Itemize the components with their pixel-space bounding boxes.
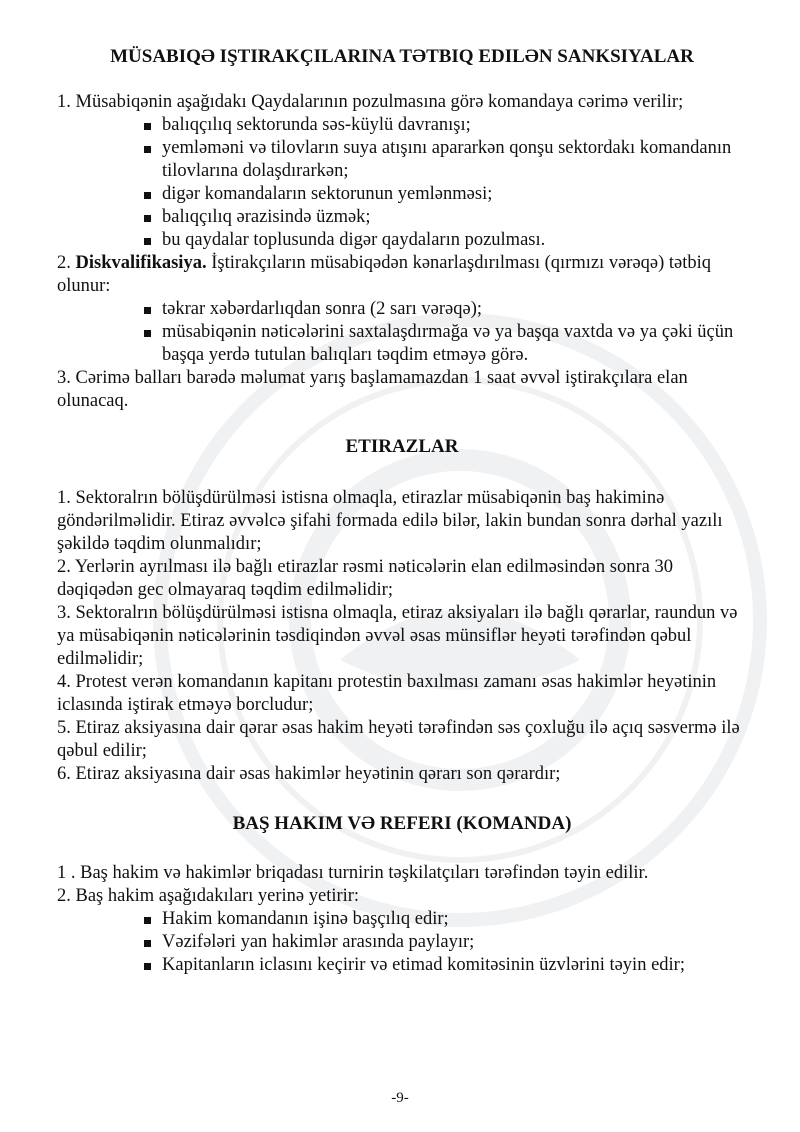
paragraph-judge-2: 2. Baş hakim aşağıdakıları yerinə yetirir: [57,886,360,906]
list-item: yemləməni və tilovların suya atışını apararkən qonşu sektordakı komandanın tilovlarına dolaşdırarkən; [142,137,752,183]
list-item: digər komandaların sektorunun yemlənməsi; [142,183,752,206]
protests-paragraphs [52,487,752,786]
list-item: təkrar xəbərdarlıqdan sonra (2 sarı vərəqə); [142,298,752,321]
page-number: -9- [391,1090,409,1106]
list-item: balıqçılıq ərazisində üzmək; [142,206,752,229]
chief-judge-duties-list [52,908,752,977]
protest-paragraph: 5. Etiraz aksiyasına dair qərar əsas hakim heyəti tərəfindən səs çoxluğu ilə açıq səsvermə ilə qəbul edilir; [57,718,740,761]
list-item: Vəzifələri yan hakimlər arasında paylayır; [142,931,752,954]
list-item: Kapitanların iclasını keçirir və etimad komitəsinin üzvlərini təyin edir; [142,954,752,977]
list-item: Hakim komandanın işinə başçılıq edir; [142,908,752,931]
paragraph-sanctions-1: 1. Müsabiqənin aşağıdakı Qaydalarının pozulmasına görə komandaya cərimə verilir; [57,92,684,112]
disqualification-list [52,298,752,367]
section-title-protests: ETIRAZLAR [345,436,459,457]
paragraph-sanctions-3: 3. Cərimə balları barədə məlumat yarış başlamamazdan 1 saat əvvəl iştirakçılara elan olunacaq. [57,368,688,411]
paragraph-text: İştirakçıların müsabiqədən kənarlaşdırılması (qırmızı vərəqə) tətbiq olunur: [57,253,712,296]
list-item: bu qaydalar toplusunda digər qaydaların pozulması. [142,229,752,252]
section-title-sanctions: MÜSABIQƏ IŞTIRAKÇILARINA TƏTBIQ EDILƏN SANKSIYALAR [110,46,694,67]
protest-paragraph: 6. Etiraz aksiyasına dair əsas hakimlər heyətinin qərarı son qərardır; [57,764,561,784]
protest-paragraph: 3. Sektoralrın bölüşdürülməsi istisna olmaqla, etiraz aksiyaları ilə bağlı qərarlar, raundun və ya müsabiqənin nəticələrinin təsdiqindən əvvəl əsas münsiflər heyəti tərəfindən qəbul edilməlidir; [57,603,738,669]
paragraph-judge-1: 1 . Baş hakim və hakimlər briqadası turnirin təşkilatçıları tərəfindən təyin edilir. [57,863,649,883]
sanctions-fine-list [52,114,752,252]
bold-term: Diskvalifikasiya. [75,253,207,273]
list-item: müsabiqənin nəticələrini saxtalaşdırmağa və ya başqa vaxtda və ya çəki üçün başqa yerdə tutulan balıqları təqdim etməyə görə. [142,321,752,367]
paragraph-number: 2. [57,253,71,273]
page-content [52,46,752,977]
paragraph-sanctions-2 [52,252,752,298]
protest-paragraph: 4. Protest verən komandanın kapitanı protestin baxılması zamanı əsas hakimlər heyətinin iclasında iştirak etməyə borcludur; [57,672,717,715]
protest-paragraph: 2. Yerlərin ayrılması ilə bağlı etirazlar rəsmi nəticələrin elan edilməsindən sonra 30 dəqiqədən gec olmayaraq təqdim edilməlidir; [57,557,673,600]
list-item: balıqçılıq sektorunda səs-küylü davranışı; [142,114,752,137]
section-title-chief-judge: BAŞ HAKIM VƏ REFERI (KOMANDA) [232,813,572,834]
protest-paragraph: 1. Sektoralrın bölüşdürülməsi istisna olmaqla, etirazlar müsabiqənin baş hakiminə göndərilməlidir. Etiraz əvvəlcə şifahi formada edilə bilər, lakin bundan sonra dərhal yazılı şəkildə təqdim olunmalıdır; [57,488,723,554]
